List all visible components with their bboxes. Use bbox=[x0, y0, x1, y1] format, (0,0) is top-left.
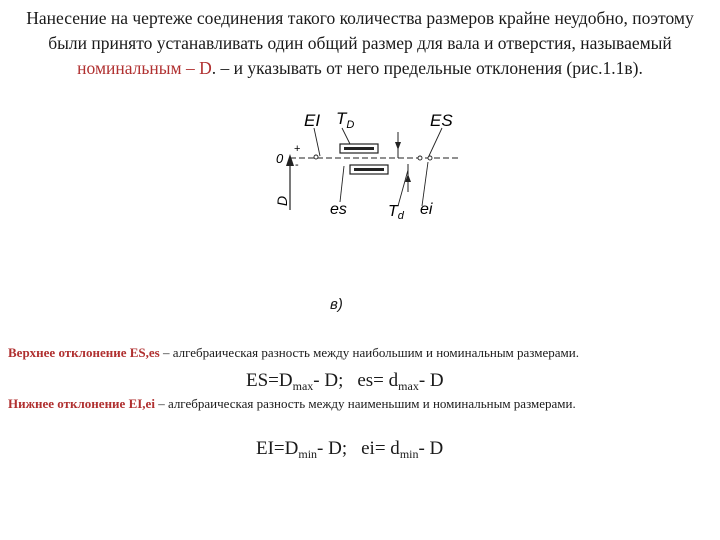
intro-paragraph bbox=[8, 6, 712, 81]
tolerance-diagram bbox=[270, 102, 470, 228]
label-Td: Td bbox=[388, 203, 404, 222]
intro-line-1: Нанесение на чертеже соединения такого количества размеров крайне неудобно, поэтому bbox=[26, 8, 694, 28]
intro-line-3 bbox=[8, 56, 712, 81]
label-TD: $T_D$ bbox=[336, 109, 355, 131]
label-es: es bbox=[330, 201, 347, 218]
upper-deviation-term: Верхнее отклонение ES,es bbox=[8, 345, 160, 360]
label-EI: EI bbox=[304, 111, 321, 130]
label-zero: 0 bbox=[276, 151, 284, 166]
lower-deviation-text: – алгебраическая разность между наименьшим и номинальным размерами. bbox=[154, 396, 576, 411]
intro-line-3-rest: . – и указывать от него предельные отклонения (рис.1.1в). bbox=[211, 58, 643, 78]
figure-caption: в) bbox=[330, 296, 343, 313]
lower-deviation-term: Нижнее отклонение EI,ei bbox=[8, 396, 155, 411]
upper-deviation-formula: $ES=D_{max}-$ D; $es= d_{max}-$ D bbox=[246, 370, 444, 393]
intro-line-2: были принято устанавливать один общий размер для вала и отверстия, называемый bbox=[48, 33, 672, 53]
label-ei: ei bbox=[420, 201, 433, 218]
nominal-arrow-head bbox=[286, 154, 294, 166]
lower-deviation-definition bbox=[8, 396, 576, 412]
upper-deviation-definition bbox=[8, 345, 579, 361]
lower-deviation-formula: $EI=D_{min}-$ D; $ei= d_{min}-$ D bbox=[256, 438, 444, 461]
label-plus: + bbox=[294, 143, 301, 155]
nominal-term: номинальным – D bbox=[77, 58, 212, 78]
label-D: D bbox=[274, 195, 290, 206]
label-minus: - bbox=[295, 159, 299, 171]
upper-deviation-text: – алгебраическая разность между наибольшим и номинальным размерами. bbox=[159, 345, 579, 360]
label-ES: ES bbox=[430, 111, 453, 130]
